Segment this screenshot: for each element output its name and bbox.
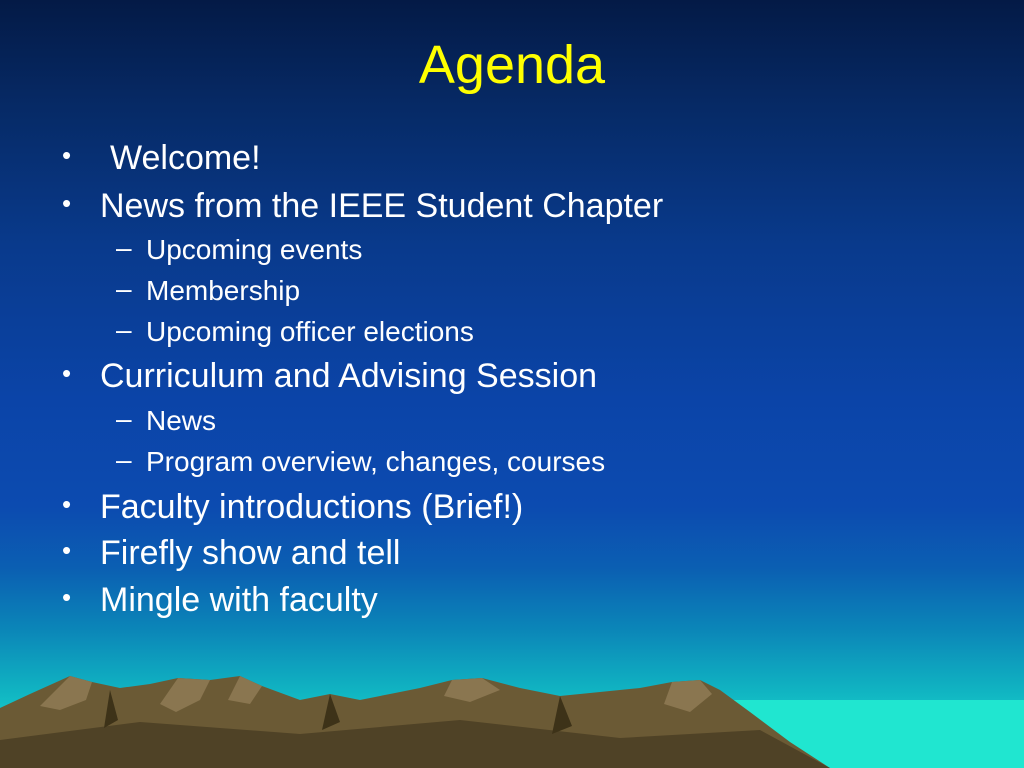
agenda-item-faculty-intro: Faculty introductions (Brief!) <box>100 488 524 526</box>
agenda-item-welcome: Welcome! <box>110 139 261 177</box>
agenda-subitem-news: News <box>146 405 217 436</box>
dash-icon: – <box>116 314 132 345</box>
bullet-icon: • <box>62 188 72 218</box>
agenda-item-curriculum: Curriculum and Advising Session <box>100 357 598 395</box>
dash-icon: – <box>116 403 132 434</box>
agenda-subitem-officer-elections: Upcoming officer elections <box>146 316 474 347</box>
bullet-icon: • <box>62 489 72 519</box>
agenda-item-firefly: Firefly show and tell <box>100 534 401 572</box>
agenda-item-ieee-news: News from the IEEE Student Chapter <box>100 187 664 225</box>
agenda-subitem-membership: Membership <box>146 275 301 306</box>
agenda-subitem-upcoming-events: Upcoming events <box>146 234 363 265</box>
bullet-icon: • <box>62 140 72 170</box>
bullet-icon: • <box>62 582 72 612</box>
slide-title: Agenda <box>418 35 606 95</box>
bullet-icon: • <box>62 535 72 565</box>
dash-icon: – <box>116 232 132 263</box>
agenda-subitem-program-overview: Program overview, changes, courses <box>146 446 606 477</box>
agenda-item-mingle: Mingle with faculty <box>100 581 378 619</box>
dash-icon: – <box>116 444 132 475</box>
bullet-icon: • <box>62 358 72 388</box>
dash-icon: – <box>116 273 132 304</box>
